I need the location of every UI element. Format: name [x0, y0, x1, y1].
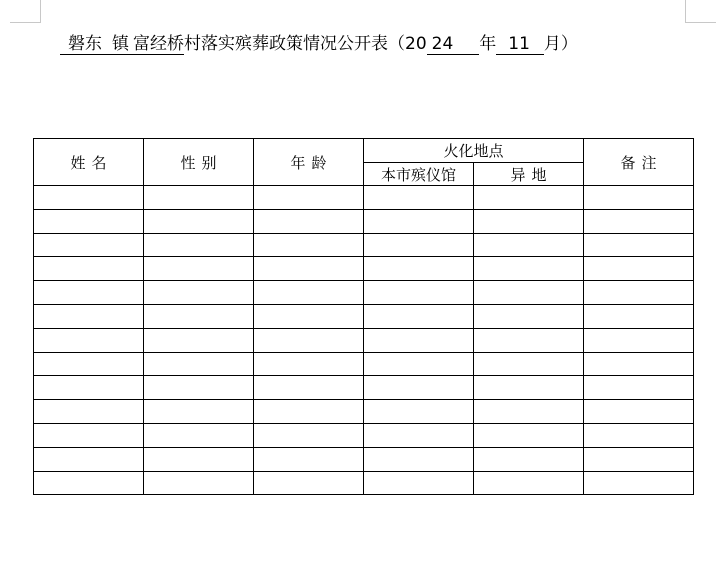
table-cell[interactable]: [584, 447, 694, 471]
table-cell[interactable]: [364, 328, 474, 352]
table-cell[interactable]: [144, 328, 254, 352]
table-cell[interactable]: [584, 209, 694, 233]
table-cell[interactable]: [144, 447, 254, 471]
title-month-label: 月）: [543, 34, 578, 54]
table-cell[interactable]: [34, 281, 144, 305]
header-remarks: 备注: [584, 139, 694, 186]
table-cell[interactable]: [34, 186, 144, 210]
page-corner-mark-right: [685, 0, 716, 23]
table-cell[interactable]: [254, 233, 364, 257]
table-cell[interactable]: [34, 209, 144, 233]
title-village-field: 富经桥: [133, 34, 184, 54]
title-year-field: 24: [427, 34, 480, 55]
table-cell[interactable]: [144, 233, 254, 257]
table-cell[interactable]: [474, 186, 584, 210]
table-cell[interactable]: [34, 447, 144, 471]
table-cell[interactable]: [584, 304, 694, 328]
table-cell[interactable]: [254, 423, 364, 447]
table-cell[interactable]: [474, 423, 584, 447]
table-cell[interactable]: [364, 281, 474, 305]
table-row: [34, 281, 694, 305]
table-cell[interactable]: [254, 471, 364, 495]
table-cell[interactable]: [584, 328, 694, 352]
table-cell[interactable]: [254, 186, 364, 210]
table-cell[interactable]: [144, 209, 254, 233]
table-cell[interactable]: [474, 471, 584, 495]
table-cell[interactable]: [584, 281, 694, 305]
table-row: [34, 352, 694, 376]
table-row: [34, 233, 694, 257]
table-cell[interactable]: [364, 423, 474, 447]
title-main-text: 村落实殡葬政策情况公开表（: [184, 34, 405, 54]
table-cell[interactable]: [364, 257, 474, 281]
table-row: [34, 423, 694, 447]
title-month-field: 11: [496, 34, 544, 55]
table-cell[interactable]: [364, 304, 474, 328]
table-cell[interactable]: [254, 304, 364, 328]
title-town-suffix: 镇: [108, 34, 133, 55]
table-row: [34, 209, 694, 233]
table-row: [34, 400, 694, 424]
table-cell[interactable]: [584, 257, 694, 281]
table-cell[interactable]: [364, 376, 474, 400]
table-cell[interactable]: [584, 233, 694, 257]
table-body: [34, 186, 694, 495]
table-cell[interactable]: [144, 281, 254, 305]
table-cell[interactable]: [364, 352, 474, 376]
table-cell[interactable]: [34, 423, 144, 447]
table-row: [34, 186, 694, 210]
table-cell[interactable]: [34, 376, 144, 400]
table-cell[interactable]: [364, 400, 474, 424]
header-gender: 性别: [144, 139, 254, 186]
table-cell[interactable]: [364, 233, 474, 257]
table-cell[interactable]: [474, 304, 584, 328]
table-cell[interactable]: [254, 400, 364, 424]
table-cell[interactable]: [474, 352, 584, 376]
table-cell[interactable]: [144, 471, 254, 495]
table-cell[interactable]: [34, 352, 144, 376]
page-corner-mark-left: [10, 0, 41, 23]
table-cell[interactable]: [474, 233, 584, 257]
header-local-funeral-home: 本市殡仪馆: [364, 163, 474, 186]
title-year-label: 年: [479, 34, 497, 54]
table-cell[interactable]: [584, 423, 694, 447]
table-cell[interactable]: [34, 304, 144, 328]
table-cell[interactable]: [144, 376, 254, 400]
header-name: 姓名: [34, 139, 144, 186]
title-town-field: 磐东: [60, 34, 108, 55]
table-cell[interactable]: [254, 376, 364, 400]
table-cell[interactable]: [364, 186, 474, 210]
table-cell[interactable]: [474, 400, 584, 424]
table-cell[interactable]: [584, 376, 694, 400]
table-cell[interactable]: [474, 281, 584, 305]
table-cell[interactable]: [144, 257, 254, 281]
table-row: [34, 447, 694, 471]
table-row: [34, 376, 694, 400]
table-cell[interactable]: [584, 352, 694, 376]
table-cell[interactable]: [584, 400, 694, 424]
table-cell[interactable]: [254, 209, 364, 233]
table-cell[interactable]: [254, 281, 364, 305]
title-year-prefix: 20: [405, 34, 427, 54]
table-cell[interactable]: [254, 328, 364, 352]
header-age: 年龄: [254, 139, 364, 186]
header-cremation-place: 火化地点: [364, 139, 584, 163]
table-cell[interactable]: [474, 257, 584, 281]
table-row: [34, 328, 694, 352]
table-cell[interactable]: [34, 471, 144, 495]
table-row: [34, 304, 694, 328]
table-cell[interactable]: [474, 447, 584, 471]
table-cell[interactable]: [144, 423, 254, 447]
table-cell[interactable]: [584, 186, 694, 210]
table-cell[interactable]: [474, 209, 584, 233]
table-row: [34, 257, 694, 281]
table-cell[interactable]: [254, 447, 364, 471]
table-cell[interactable]: [364, 209, 474, 233]
table-cell[interactable]: [364, 447, 474, 471]
table-cell[interactable]: [584, 471, 694, 495]
table-cell[interactable]: [144, 352, 254, 376]
burial-policy-table: [33, 138, 694, 495]
table-cell[interactable]: [474, 328, 584, 352]
table-cell[interactable]: [144, 304, 254, 328]
table-cell[interactable]: [34, 233, 144, 257]
header-elsewhere: 异地: [474, 163, 584, 186]
table-cell[interactable]: [34, 328, 144, 352]
table-cell[interactable]: [144, 400, 254, 424]
document-title: [60, 33, 578, 55]
table-cell[interactable]: [34, 400, 144, 424]
table-cell[interactable]: [364, 471, 474, 495]
table-cell[interactable]: [34, 257, 144, 281]
table-cell[interactable]: [254, 352, 364, 376]
table-cell[interactable]: [474, 376, 584, 400]
table-cell[interactable]: [254, 257, 364, 281]
table-row: [34, 471, 694, 495]
table-cell[interactable]: [144, 186, 254, 210]
